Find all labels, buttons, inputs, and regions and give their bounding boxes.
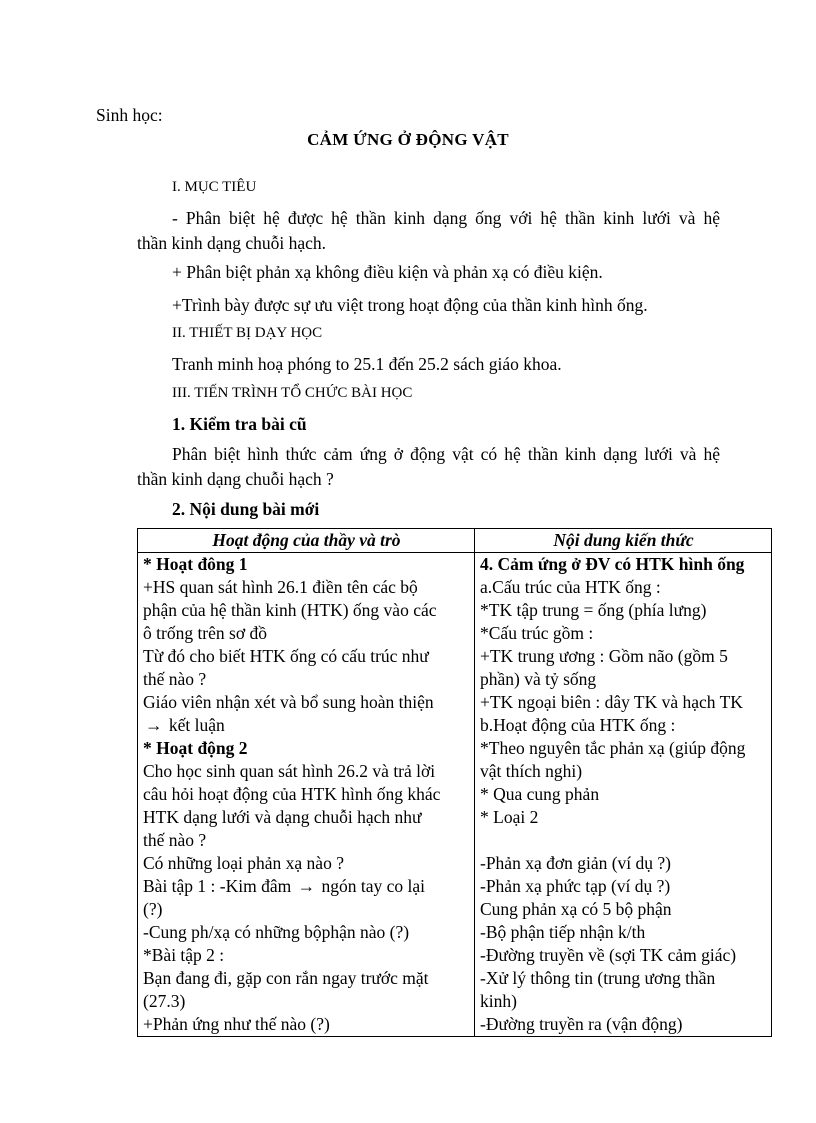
text-line: phận của hệ thần kinh (HTK) ống vào các [143, 600, 437, 620]
text-line: * Qua cung phản [480, 784, 600, 804]
text-line: thế nào ? [143, 830, 207, 850]
subheading-new-content: 2. Nội dung bài mới [172, 499, 320, 519]
text-line: a.Cấu trúc của HTK ống : [480, 577, 661, 597]
text-line: *Theo nguyên tắc phản xạ (giúp động [480, 738, 746, 758]
arrow-icon: → [145, 715, 163, 735]
text-line: -Xử lý thông tin (trung ương thần [480, 968, 716, 988]
table-header-activities: Hoạt động của thầy và trò [138, 529, 475, 553]
table-header-content: Nội dung kiến thức [475, 529, 772, 553]
text-line: b.Hoạt động của HTK ống : [480, 715, 676, 735]
objective-advantage: +Trình bày được sự ưu việt trong hoạt động của thần kinh hình ống. [172, 295, 648, 315]
text-line: -Cung ph/xạ có những bộphận nào (?) [143, 922, 410, 942]
text-line: Bạn đang đi, gặp con rắn ngay trước mặt [143, 968, 429, 988]
page-title: CẢM ỨNG Ở ĐỘNG VẬT [307, 130, 509, 149]
objective-line-1: - Phân biệt hệ được hệ thần kinh dạng ống với hệ thần kinh lưới và hệ [172, 208, 720, 228]
text-line: ô trống trên sơ đồ [143, 623, 267, 643]
section-heading-procedure: III. TIẾN TRÌNH TỔ CHỨC BÀI HỌC [172, 385, 413, 401]
exercise-1-text: Bài tập 1 : -Kim đâm [143, 876, 292, 896]
subheading-review: 1. Kiểm tra bài cũ [172, 414, 307, 434]
text-line: (27.3) [143, 991, 186, 1011]
objective-line-2: thần kinh dạng chuỗi hạch. [137, 233, 327, 253]
text-line: thế nào ? [143, 669, 207, 689]
text-line [143, 714, 470, 737]
text-line: HTK dạng lưới và dạng chuỗi hạch như [143, 807, 422, 827]
conclusion-text: kết luận [168, 715, 225, 735]
text-line: *Cấu trúc gồm : [480, 623, 594, 643]
content-cell [475, 553, 772, 1037]
content-heading: 4. Cảm ứng ở ĐV có HTK hình ống [480, 554, 745, 574]
activities-cell [138, 553, 475, 1037]
text-line: *Bài tập 2 : [143, 945, 225, 965]
text-line: *TK tập trung = ống (phía lưng) [480, 600, 707, 620]
text-line: +HS quan sát hình 26.1 điền tên các bộ [143, 577, 418, 597]
text-line: +Phản ứng như thế nào (?) [143, 1014, 330, 1034]
text-line: * Loại 2 [480, 807, 539, 827]
text-line: -Phản xạ đơn giản (ví dụ ?) [480, 853, 672, 873]
text-line: (?) [143, 899, 163, 919]
text-line: Giáo viên nhận xét và bổ sung hoàn thiện [143, 692, 434, 712]
text-line [143, 875, 470, 898]
lesson-table-container [137, 528, 771, 1034]
text-line: câu hỏi hoạt động của HTK hình ống khác [143, 784, 441, 804]
text-line: phần) và tỷ sống [480, 669, 597, 689]
text-line: Có những loại phản xạ nào ? [143, 853, 344, 873]
exercise-1-result: ngón tay co lại [321, 876, 426, 896]
subject-label: Sinh học: [96, 105, 163, 125]
text-line: -Phản xạ phức tạp (ví dụ ?) [480, 876, 671, 896]
text-line: -Đường truyền ra (vận động) [480, 1014, 683, 1034]
text-line: Cung phản xạ có 5 bộ phận [480, 899, 672, 919]
activity-1-heading: * Hoạt đông 1 [143, 554, 248, 574]
review-question-line-2: thần kinh dạng chuỗi hạch ? [137, 469, 334, 489]
arrow-icon: → [297, 876, 316, 896]
text-line [480, 829, 767, 852]
text-line: vật thích nghi) [480, 761, 583, 781]
text-line: +TK trung ương : Gồm não (gồm 5 [480, 646, 728, 666]
text-line: kinh) [480, 991, 517, 1011]
activity-2-heading: * Hoạt động 2 [143, 738, 248, 758]
section-heading-objectives: I. MỤC TIÊU [172, 179, 257, 195]
review-question-line-1: Phân biệt hình thức cảm ứng ở động vật có hệ thần kinh dạng lưới và hệ [172, 444, 720, 464]
lesson-table [137, 528, 772, 1037]
equipment-text: Tranh minh hoạ phóng to 25.1 đến 25.2 sách giáo khoa. [172, 354, 562, 374]
text-line: -Bộ phận tiếp nhận k/th [480, 922, 646, 942]
text-line: +TK ngoại biên : dây TK và hạch TK [480, 692, 743, 712]
text-line: Cho học sinh quan sát hình 26.2 và trả lời [143, 761, 436, 781]
objective-reflex: + Phân biệt phản xạ không điều kiện và phản xạ có điều kiện. [172, 262, 603, 282]
section-heading-equipment: II. THIẾT BỊ DẠY HỌC [172, 325, 323, 341]
text-line: Từ đó cho biết HTK ống có cấu trúc như [143, 646, 429, 666]
text-line: -Đường truyền về (sợi TK cảm giác) [480, 945, 737, 965]
